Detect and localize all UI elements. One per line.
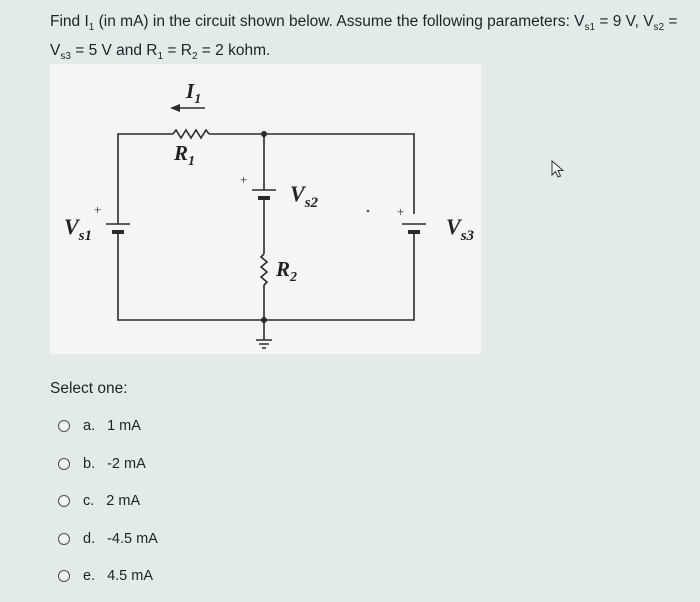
circuit-wires xyxy=(118,108,414,340)
option-text: -2 mA xyxy=(107,455,146,472)
vs2-label: $V_{s2}$ xyxy=(290,181,319,211)
option-text: 1 mA xyxy=(107,418,141,434)
question-sub: 2 xyxy=(191,51,198,63)
option-e[interactable] xyxy=(58,564,158,588)
option-d[interactable] xyxy=(58,527,158,551)
option-letter: e. xyxy=(83,568,96,584)
vs2-plus: + xyxy=(240,172,248,187)
option-b[interactable] xyxy=(58,452,158,476)
select-one-label: Select one: xyxy=(50,380,128,397)
option-c[interactable] xyxy=(58,489,158,513)
vs1-label: $V_{s1}$ xyxy=(64,214,93,244)
question-part: (in mA) in the circuit shown below. Assume the following parameters: V xyxy=(94,13,585,30)
junction-dot xyxy=(261,317,267,323)
question-part: V xyxy=(50,42,61,60)
option-letter: a. xyxy=(83,418,96,434)
question-part: = R xyxy=(163,42,192,60)
option-letter: d. xyxy=(83,530,96,547)
question-sub: 1 xyxy=(88,22,95,34)
r2-label: $R_2$ xyxy=(276,257,298,285)
radio-button[interactable] xyxy=(58,533,70,545)
question-part: = 2 kohm. xyxy=(197,42,271,60)
current-arrow-icon xyxy=(170,104,180,112)
radio-button[interactable] xyxy=(58,458,70,470)
radio-button[interactable] xyxy=(58,495,70,507)
vs3-plus: + xyxy=(397,204,405,219)
vs3-label: $V_{s3}$ xyxy=(446,214,475,244)
answer-options xyxy=(58,414,158,602)
question-sub: 1 xyxy=(157,51,164,63)
option-a[interactable] xyxy=(58,414,158,438)
radio-button[interactable] xyxy=(58,570,70,582)
circuit-figure xyxy=(50,64,481,354)
r1-resistor xyxy=(173,130,209,138)
question-sub: s1 xyxy=(584,22,596,34)
question-sub: s2 xyxy=(653,22,665,34)
r2-resistor xyxy=(261,254,267,285)
question-text xyxy=(50,10,690,68)
option-text: -4.5 mA xyxy=(107,530,158,547)
battery-plates xyxy=(106,190,426,348)
mouse-cursor-icon xyxy=(550,160,566,180)
current-label: $I_1$ xyxy=(186,79,202,107)
junction-dot xyxy=(261,131,267,137)
option-text: 2 mA xyxy=(106,493,141,509)
question-sub: s3 xyxy=(60,51,71,63)
vs1-plus: + xyxy=(94,202,102,217)
question-part: Find I xyxy=(50,13,89,30)
radio-button[interactable] xyxy=(58,420,70,432)
circuit-diagram xyxy=(50,64,481,354)
question-part: = 5 V and R xyxy=(70,42,158,60)
question-part: = 9 V, V xyxy=(595,13,654,30)
question-part: = xyxy=(664,13,678,30)
option-text: 4.5 mA xyxy=(107,568,154,584)
option-letter: b. xyxy=(83,455,96,472)
r1-label: $R_1$ xyxy=(174,141,196,169)
option-letter: c. xyxy=(83,493,95,509)
stray-dot xyxy=(367,210,370,213)
